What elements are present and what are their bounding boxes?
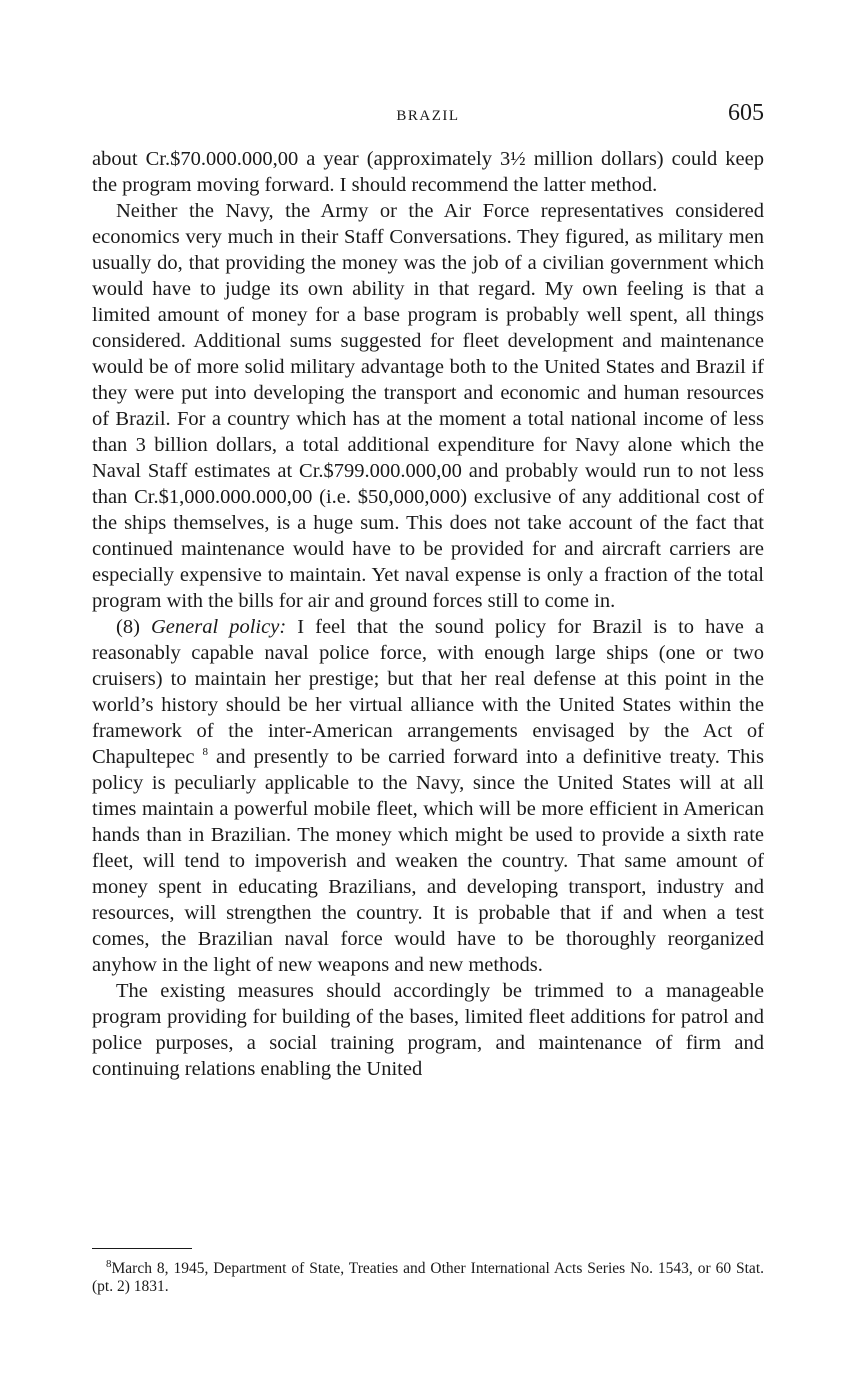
footnote-marker: 8 (106, 1257, 112, 1270)
page-number: 605 (728, 100, 764, 126)
footnote-reference[interactable]: 8 (202, 746, 208, 759)
paragraph-text-before-note: I feel that the sound policy for Brazil is to have a reasonably capable naval police force, with enough large ships (one or two cruisers) to maintain her prestige; but that her real defense at this point in the world’s history should be her virtual alliance with the United States within the framework of the inter-American arrangements envisaged by the Act of Chapultepec (92, 616, 765, 768)
running-title: BRAZIL (396, 108, 460, 124)
running-head (92, 100, 764, 134)
paragraph-text-after-note: and presently to be carried forward into a definitive treaty. This policy is peculiarly applicable to the Navy, since the United States will at all times maintain a powerful mobile fleet, which will be more efficient in American hands than in Brazilian. The money which might be used to provide a sixth rate fleet, will tend to impoverish and weaken the country. That same amount of money spent in educating Brazilians, and developing transport, industry and resources, will strengthen the country. It is probable that if and when a test comes, the Brazilian naval force would have to be thoroughly reorganized anyhow in the light of new weapons and new methods. (92, 746, 765, 976)
footnote (92, 1257, 764, 1296)
footnote-text: March 8, 1945, Department of State, Treaties and Other International Acts Series No. 1543, or 60 Stat. (pt. 2) 1831. (92, 1260, 764, 1295)
paragraph-economics: Neither the Navy, the Army or the Air Force representatives considered economics very much in their Staff Conversations. They figured, as military men usually do, that providing the money was the job of a civilian government which would have to judge its own ability in that regard. My own feeling is that a limited amount of money for a base program is probably well spent, all things considered. Additional sums suggested for fleet development and maintenance would be of more solid military advantage both to the United States and Brazil if they were put into developing the transport and economic and human resources of Brazil. For a country which has at the moment a total national income of less than 3 billion dollars, a total additional expenditure for Navy alone which the Naval Staff estimates at Cr.$799.000.000,00 and probably would run to not less than Cr.$1,000.000.000,00 (i.e. $50,000,000) exclusive of any additional cost of the ships themselves, is a huge sum. This does not take account of the fact that continued maintenance would have to be provided for and aircraft carriers are especially expensive to maintain. Yet naval expense is only a fraction of the total program with the bills for air and ground forces still to come in. (92, 200, 764, 612)
paragraph-recommendation: The existing measures should accordingly be trimmed to a manageable program providing for building of the bases, limited fleet additions for patrol and police purposes, a social training program, and maintenance of firm and continuing relations enabling the United (92, 980, 764, 1080)
paragraph-general-policy (92, 614, 764, 978)
section-heading: General policy: (150, 616, 287, 638)
footnote-divider (92, 1248, 192, 1249)
body-text (92, 146, 764, 1082)
paragraph-continuation: about Cr.$70.000.000,00 a year (approximately 3½ million dollars) could keep the program moving forward. I should recommend the latter method. (92, 148, 764, 196)
section-number: (8) (116, 616, 140, 638)
